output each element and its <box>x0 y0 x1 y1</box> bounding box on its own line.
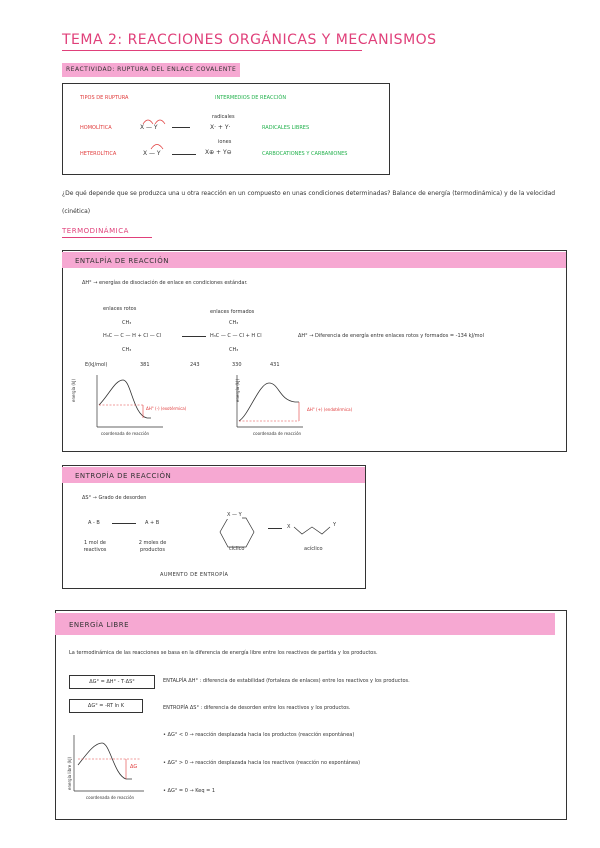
carbocationes-label: CARBOCATIONES Y CARBANIONES <box>262 151 348 157</box>
energia-intro: La termodinámica de las reacciones se basa en la diferencia de energía libre entre los reactivos de partida y los productos. <box>69 650 378 656</box>
under-right: 2 moles de productos <box>138 540 167 553</box>
endothermic-graph <box>235 375 305 430</box>
ch3-bottom-right: CH₃ <box>229 347 239 353</box>
heterolitica-above: iones <box>218 139 232 145</box>
entropia-desc-line <box>163 705 350 712</box>
homolitica-label: HOMOLÍTICA <box>80 125 112 131</box>
ch3-top-left: CH₃ <box>122 320 132 326</box>
under-left: 1 mol de reactivos <box>83 540 107 553</box>
ch3-bottom-left: CH₃ <box>122 347 132 353</box>
energia-band <box>55 613 555 635</box>
heterolitica-arrow <box>172 154 196 155</box>
homolitica-above: radicales <box>212 114 235 120</box>
energy-value-4: 431 <box>270 362 280 368</box>
formula-2: ΔG° = -RT ln K <box>69 699 143 713</box>
radicales-label: RADICALES LIBRES <box>262 125 310 131</box>
intermedios-heading: INTERMEDIOS DE REACCIÓN <box>215 95 287 101</box>
graph3-xlabel: coordenada de reacción <box>85 795 135 800</box>
heterolitica-label: HETEROLÍTICA <box>80 151 117 157</box>
products-formula: H₃C — C — Cl + H Cl <box>210 333 262 339</box>
energy-label: E(kJ/mol) <box>85 362 108 368</box>
formula-1: ΔG° = ΔH° - T·ΔS° <box>69 675 155 689</box>
acyclic-chain <box>292 522 337 538</box>
chain-y: Y <box>333 522 337 528</box>
page-title: TEMA 2: REACCIONES ORGÁNICAS Y MECANISMOS <box>62 32 437 48</box>
entropia-desc: : diferencia de desorden entre los reactivos y los productos. <box>200 705 351 711</box>
energy-value-1: 381 <box>140 362 150 368</box>
formed-label: enlaces formados <box>210 309 255 315</box>
reactivity-tag: REACTIVIDAD: RUPTURA DEL ENLACE COVALENTE <box>62 63 240 77</box>
energy-value-2: 243 <box>190 362 200 368</box>
entropia-def: ΔS° → Grado de desorden <box>82 495 147 501</box>
energia-heading: ENERGÍA LIBRE <box>69 621 130 629</box>
aumento-entropia: AUMENTO DE ENTROPÍA <box>160 572 229 578</box>
delta-h-text: ΔH° → Diferencia de energía entre enlaces rotos y formados = -134 kJ/mol <box>298 333 484 339</box>
graph1-xlabel: coordenada de reacción <box>100 431 150 436</box>
graph3-dg: ΔG <box>130 764 138 770</box>
entalpia-def: ΔH° → energías de disociación de enlace en condiciones estándar. <box>82 280 248 286</box>
entropia-heading: ENTROPÍA DE REACCIÓN <box>75 472 172 480</box>
homolitica-arrow <box>172 127 190 128</box>
bullet-1: • ΔG° < 0 → reacción desplazada hacia los productos (reacción espontánea) <box>163 732 355 738</box>
chain-x: X <box>287 524 291 530</box>
ring-top-label: X — Y <box>227 512 242 518</box>
heterolitica-reactant: X — Y <box>143 150 161 157</box>
homolitica-reactant: X — Y <box>140 124 158 131</box>
exothermic-graph <box>95 375 165 430</box>
entropia-label: ENTROPÍA ΔS° <box>163 705 199 711</box>
graph2-note: ΔH° (+) (endotérmica) <box>307 407 353 412</box>
graph2-xlabel: coordenada de reacción <box>252 431 302 436</box>
graph1-note: ΔH° (-) (exotérmica) <box>146 406 187 411</box>
entropia-arrow <box>112 523 136 524</box>
entalpia-heading: ENTALPÍA DE REACCIÓN <box>75 257 169 265</box>
homolitica-products: X· + Y· <box>210 124 231 131</box>
entalpia-label: ENTALPÍA ΔH° <box>163 678 198 684</box>
reactants-formula: H₃C — C — H + Cl — Cl <box>103 333 162 339</box>
bullet-3: • ΔG° = 0 → Keq = 1 <box>163 788 216 794</box>
chain-label: acíclico <box>304 546 323 552</box>
entalpia-desc-line <box>163 678 410 685</box>
graph2-ylabel: energía (kJ) <box>235 378 240 402</box>
broken-label: enlaces rotos <box>103 306 137 312</box>
termo-underline <box>62 237 152 238</box>
homolitica-arrows <box>140 115 170 125</box>
question-text: ¿De qué depende que se produzca una u otra reacción en un compuesto en unas condiciones determinadas? Balance de energía (termodinámica) y de la velocidad (cinética) <box>62 190 556 215</box>
heterolitica-arrow-curve <box>148 140 168 150</box>
termo-heading: TERMODINÁMICA <box>62 227 129 235</box>
eq-left: A - B <box>88 520 100 526</box>
reaction-arrow <box>182 336 206 337</box>
heterolitica-products: X⊕ + Y⊖ <box>205 149 232 156</box>
ring-label: cíclico <box>229 546 245 552</box>
ch3-top-right: CH₃ <box>229 320 239 326</box>
bullet-2: • ΔG° > 0 → reacción desplazada hacia los reactivos (reacción no espontánea) <box>163 760 361 766</box>
title-underline <box>62 50 362 51</box>
energy-value-3: 330 <box>232 362 242 368</box>
graph1-ylabel: energía (kJ) <box>71 378 76 402</box>
eq-right: A + B <box>145 520 160 526</box>
tipos-heading: TIPOS DE RUPTURA <box>80 95 129 101</box>
ring-arrow <box>268 528 282 529</box>
entalpia-desc: : diferencia de estabilidad (fortaleza de enlaces) entre los reactivos y los productos. <box>199 678 410 684</box>
graph3-ylabel: energía libre (kJ) <box>67 756 72 790</box>
